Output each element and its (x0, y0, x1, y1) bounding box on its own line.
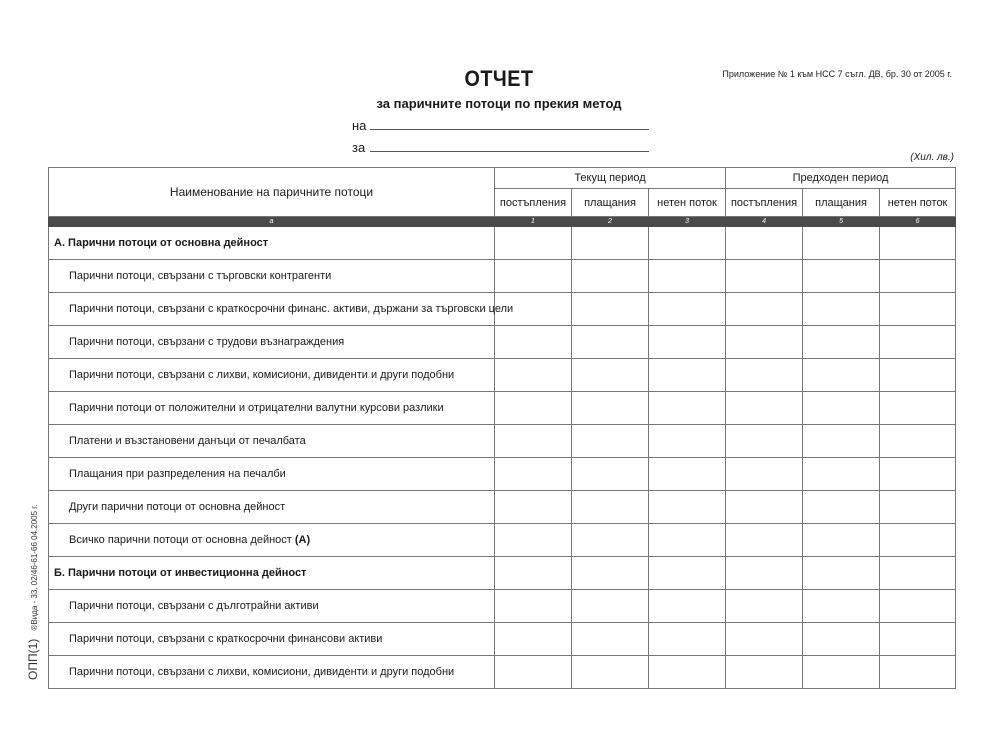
value-cell[interactable] (649, 326, 726, 359)
value-cell[interactable] (495, 359, 572, 392)
side-note (26, 505, 40, 680)
value-cell[interactable] (649, 359, 726, 392)
table-row (49, 326, 956, 359)
cash-flow-table (48, 167, 956, 689)
column-number-row (49, 217, 956, 227)
value-cell[interactable] (572, 359, 649, 392)
value-cell[interactable] (649, 524, 726, 557)
value-cell[interactable] (649, 656, 726, 689)
name-column-header: Наименование на паричните потоци (49, 168, 495, 217)
row-label (49, 293, 514, 326)
value-cell[interactable] (880, 557, 956, 590)
value-cell[interactable] (495, 590, 572, 623)
sub-header-payments: плащания (572, 189, 649, 217)
value-cell[interactable] (495, 458, 572, 491)
value-cell[interactable] (726, 656, 803, 689)
sub-header-net-flow: нетен поток (649, 189, 726, 217)
column-number: 1 (495, 217, 572, 227)
form-code: ОПП(1) (26, 638, 40, 680)
column-number: а (49, 217, 495, 227)
field-za-line (370, 151, 649, 152)
value-cell[interactable] (495, 656, 572, 689)
value-cell[interactable] (803, 623, 880, 656)
row-label (49, 590, 495, 623)
row-label-text: Парични потоци, свързани с лихви, комисиони, дивиденти и други подобни (69, 666, 455, 678)
value-cell[interactable] (649, 491, 726, 524)
value-cell[interactable] (726, 557, 803, 590)
value-cell[interactable] (803, 491, 880, 524)
value-cell[interactable] (803, 557, 880, 590)
value-cell[interactable] (803, 227, 880, 260)
value-cell[interactable] (803, 293, 880, 326)
value-cell[interactable] (572, 227, 649, 260)
table-row (49, 458, 956, 491)
column-number: 6 (880, 217, 956, 227)
value-cell[interactable] (880, 227, 956, 260)
value-cell[interactable] (803, 458, 880, 491)
table-row (49, 590, 956, 623)
field-za-label: за (352, 140, 366, 155)
row-label (49, 524, 495, 557)
table-row (49, 425, 956, 458)
field-na-line (370, 129, 649, 130)
value-cell[interactable] (649, 623, 726, 656)
value-cell[interactable] (726, 326, 803, 359)
printer-note: ®Вида - 33, 02/46-61-66 04.2005 г. (30, 504, 39, 631)
row-label-text: Всичко парични потоци от основна дейност (69, 534, 295, 546)
value-cell[interactable] (880, 590, 956, 623)
value-cell[interactable] (726, 359, 803, 392)
value-cell[interactable] (726, 491, 803, 524)
value-cell[interactable] (649, 458, 726, 491)
row-label (49, 392, 495, 425)
value-cell[interactable] (726, 392, 803, 425)
value-cell[interactable] (803, 359, 880, 392)
value-cell[interactable] (880, 491, 956, 524)
value-cell[interactable] (880, 326, 956, 359)
row-label-suffix: (А) (294, 534, 311, 546)
value-cell[interactable] (726, 425, 803, 458)
row-label-text: Парични потоци, свързани с дълготрайни активи (69, 600, 319, 612)
value-cell[interactable] (726, 227, 803, 260)
current-period-header: Текущ период (495, 168, 726, 189)
section-row (49, 227, 956, 260)
value-cell[interactable] (880, 458, 956, 491)
value-cell[interactable] (495, 425, 572, 458)
sub-header-payments: плащания (803, 189, 880, 217)
report-subtitle: за паричните потоци по прекия метод (376, 96, 622, 111)
value-cell[interactable] (726, 623, 803, 656)
column-number: 4 (726, 217, 803, 227)
value-cell[interactable] (803, 326, 880, 359)
report-title: ОТЧЕТ (464, 66, 534, 91)
field-za[interactable] (352, 140, 365, 155)
row-label-text: Б. Парични потоци от инвестиционна дейност (54, 567, 307, 579)
row-label-text: Парични потоци, свързани с лихви, комисиони, дивиденти и други подобни (69, 369, 455, 381)
row-label (49, 227, 495, 260)
value-cell[interactable] (880, 260, 956, 293)
value-cell[interactable] (803, 392, 880, 425)
column-number: 3 (649, 217, 726, 227)
value-cell[interactable] (572, 656, 649, 689)
sub-header-net-flow: нетен поток (880, 189, 956, 217)
row-label (49, 458, 495, 491)
value-cell[interactable] (495, 260, 572, 293)
value-cell[interactable] (572, 458, 649, 491)
value-cell[interactable] (572, 590, 649, 623)
value-cell[interactable] (726, 524, 803, 557)
table-row (49, 524, 956, 557)
value-cell[interactable] (495, 524, 572, 557)
value-cell[interactable] (572, 491, 649, 524)
value-cell[interactable] (572, 293, 649, 326)
row-label (49, 623, 495, 656)
value-cell[interactable] (880, 425, 956, 458)
value-cell[interactable] (803, 260, 880, 293)
value-cell[interactable] (572, 260, 649, 293)
row-label-text: Други парични потоци от основна дейност (69, 501, 286, 513)
value-cell[interactable] (649, 260, 726, 293)
row-label (49, 260, 495, 293)
row-label (49, 359, 495, 392)
value-cell[interactable] (649, 557, 726, 590)
value-cell[interactable] (649, 392, 726, 425)
value-cell[interactable] (495, 392, 572, 425)
row-label-text: А. Парични потоци от основна дейност (54, 237, 269, 249)
row-label (49, 656, 495, 689)
value-cell[interactable] (495, 557, 572, 590)
value-cell[interactable] (880, 524, 956, 557)
row-label (49, 425, 495, 458)
value-cell[interactable] (880, 623, 956, 656)
row-label-text: Парични потоци от положителни и отрицателни валутни курсови разлики (69, 402, 444, 414)
row-label-text: Парични потоци, свързани с трудови възнаграждения (69, 336, 345, 348)
value-cell[interactable] (803, 524, 880, 557)
value-cell[interactable] (880, 359, 956, 392)
units-label: (Хил. лв.) (910, 152, 954, 163)
value-cell[interactable] (803, 425, 880, 458)
value-cell[interactable] (803, 656, 880, 689)
row-label-text: Парични потоци, свързани с краткосрочни финанс. активи, държани за търговски цели (69, 303, 514, 315)
value-cell[interactable] (572, 326, 649, 359)
row-label-text: Парични потоци, свързани с краткосрочни финансови активи (69, 633, 383, 645)
value-cell[interactable] (572, 425, 649, 458)
row-label (49, 557, 495, 590)
previous-period-header: Предходен период (726, 168, 956, 189)
table-row (49, 491, 956, 524)
appendix-note: Приложение № 1 към НСС 7 съгл. ДВ, бр. 30 от 2005 г. (722, 69, 952, 79)
value-cell[interactable] (880, 392, 956, 425)
value-cell[interactable] (726, 458, 803, 491)
row-label-text: Платени и възстановени данъци от печалбата (69, 435, 306, 447)
value-cell[interactable] (649, 293, 726, 326)
value-cell[interactable] (495, 227, 572, 260)
value-cell[interactable] (572, 623, 649, 656)
table-row (49, 260, 956, 293)
value-cell[interactable] (572, 557, 649, 590)
value-cell[interactable] (649, 590, 726, 623)
value-cell[interactable] (726, 260, 803, 293)
value-cell[interactable] (803, 590, 880, 623)
value-cell[interactable] (495, 491, 572, 524)
field-na-label: на (352, 118, 367, 133)
table-row (49, 293, 956, 326)
section-row (49, 557, 956, 590)
value-cell[interactable] (649, 425, 726, 458)
value-cell[interactable] (726, 293, 803, 326)
row-label-text: Плащания при разпределения на печалби (69, 468, 286, 480)
value-cell[interactable] (726, 590, 803, 623)
row-label (49, 326, 495, 359)
value-cell[interactable] (880, 656, 956, 689)
value-cell[interactable] (880, 293, 956, 326)
table-row (49, 392, 956, 425)
value-cell[interactable] (495, 623, 572, 656)
table-row (49, 656, 956, 689)
value-cell[interactable] (495, 326, 572, 359)
table-row (49, 623, 956, 656)
table-row (49, 359, 956, 392)
value-cell[interactable] (649, 227, 726, 260)
column-number: 2 (572, 217, 649, 227)
sub-header-receipts: постъпления (495, 189, 572, 217)
value-cell[interactable] (572, 392, 649, 425)
row-label (49, 491, 495, 524)
value-cell[interactable] (572, 524, 649, 557)
row-label-text: Парични потоци, свързани с търговски контрагенти (69, 270, 332, 282)
column-number: 5 (803, 217, 880, 227)
sub-header-receipts: постъпления (726, 189, 803, 217)
field-na[interactable] (352, 118, 366, 133)
